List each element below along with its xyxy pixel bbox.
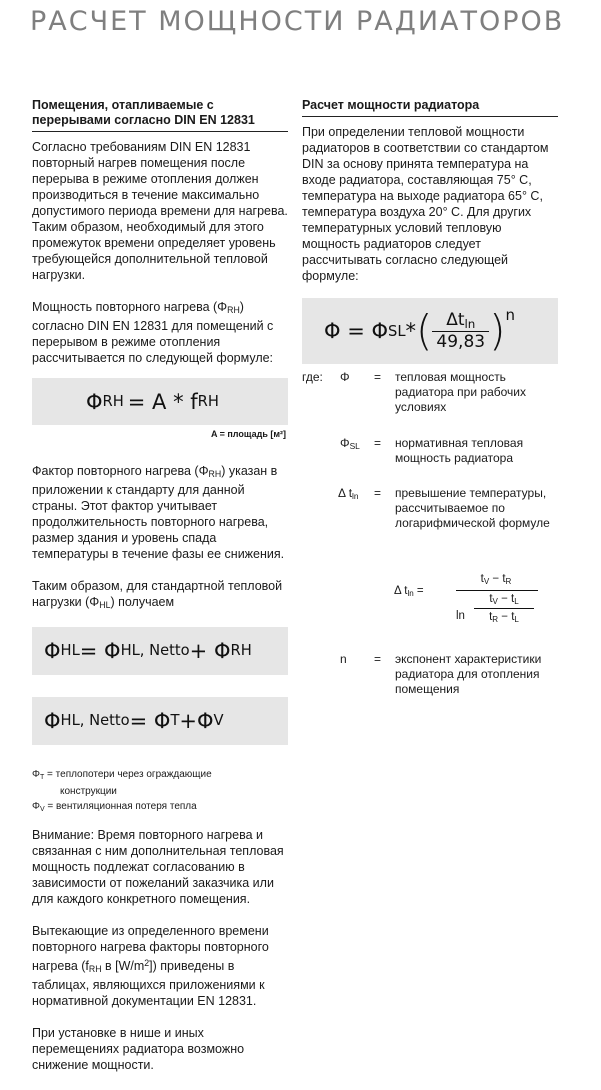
heat-load-formula-box: Φ HL = Φ HL, Netto + Φ RH <box>32 627 288 675</box>
legend-item-t: $\Phi_T$ = теплопотери через ограждающие <box>32 768 212 781</box>
left-column <box>32 98 288 1073</box>
reheat-power-paragraph: Мощность повторного нагрева $(\Phi_{RH})$ согласно DIN EN 12831 для помещений с перерывом в режиме отопления рассчитывается по следующей формуле: <box>32 300 274 366</box>
area-note: A = площадь [м²] <box>210 429 286 440</box>
right-intro-paragraph: При определении тепловой мощности радиаторов в соответствии со стандартом DIN за основу принята температура на входе радиатора, составляющая 75° С, температура на выходе радиатора 65° С, температура воздуха 20° С. Для других температурных условий тепловую мощность радиаторов следует рассчитывать согласно следующей формуле: <box>302 125 549 283</box>
attention-paragraph: Внимание: Время повторного нагрева и связанная с ним дополнительная тепловая мощность подлежат согласованию в зависимости от пожеланий заказчика или для каждого конкретного помещения. <box>32 828 284 907</box>
right-column <box>302 98 558 364</box>
left-intro-paragraph: Согласно требованиям DIN EN 12831 повторный нагрев помещения после перерыва в режиме отопления должен производиться в течение максимально допустимого периода времени для нагрева. Таким образом, необходимый для этого промежуток времени определяет уровень требующейся дополнительной тепловой нагрузки. <box>32 140 288 282</box>
reheat-factor-paragraph: Фактор повторного нагрева $(\Phi_{RH})$ указан в приложении к стандарту для данной страны. Этот фактор учитывает продолжительность повторного нагрева, размер здания и уровень спада температуры в течение фазы ее снижения. <box>32 464 285 562</box>
lmtd-formula: Δ $t_{ln}$ = $t_V - t_R$ ln $t_V - t_L$ $t_R - t_L$ <box>394 570 544 636</box>
legend-item-t-cont: конструкции <box>60 786 117 798</box>
page-title: РАСЧЕТ МОЩНОСТИ РАДИАТОРОВ <box>30 6 565 37</box>
niche-paragraph: При установке в нише и иных перемещениях радиатора возможно снижение мощности. <box>32 1026 245 1073</box>
legend-item-v: $\Phi_V$ = вентиляционная потеря тепла <box>32 801 197 814</box>
right-heading-rule <box>302 116 558 117</box>
radiator-formula-fraction: $\frac{\Delta t_{ln}}{49,83}$ <box>432 310 489 352</box>
right-paren: ) <box>489 306 506 355</box>
net-load-formula-box: Φ HL, Netto = Φ T +Φ V <box>32 697 288 745</box>
right-heading: Расчет мощности радиатора <box>302 98 480 112</box>
legend <box>32 767 288 818</box>
reheat-formula-box: Φ RH = A * f RH <box>32 378 288 425</box>
left-heading-rule <box>32 131 288 132</box>
standard-load-paragraph: Таким образом, для стандартной тепловой нагрузки $(\Phi_{HL})$ получаем <box>32 579 283 611</box>
left-paren: ( <box>416 306 433 355</box>
radiator-power-formula-box: Φ = Φ SL * ( $\frac{\Delta t_{ln}}{49,83}$ ) n <box>302 298 558 364</box>
left-heading: Помещения, отапливаемые с перерывами согласно DIN EN 12831 <box>32 98 255 127</box>
reheat-factors-paragraph: Вытекающие из определенного времени повторного нагрева факторы повторного нагрева ($f_{RH}$ в $[W/m^2]$) приведены в таблицах, являющихся приложениями к нормативной документации EN 12831. <box>32 924 269 1009</box>
